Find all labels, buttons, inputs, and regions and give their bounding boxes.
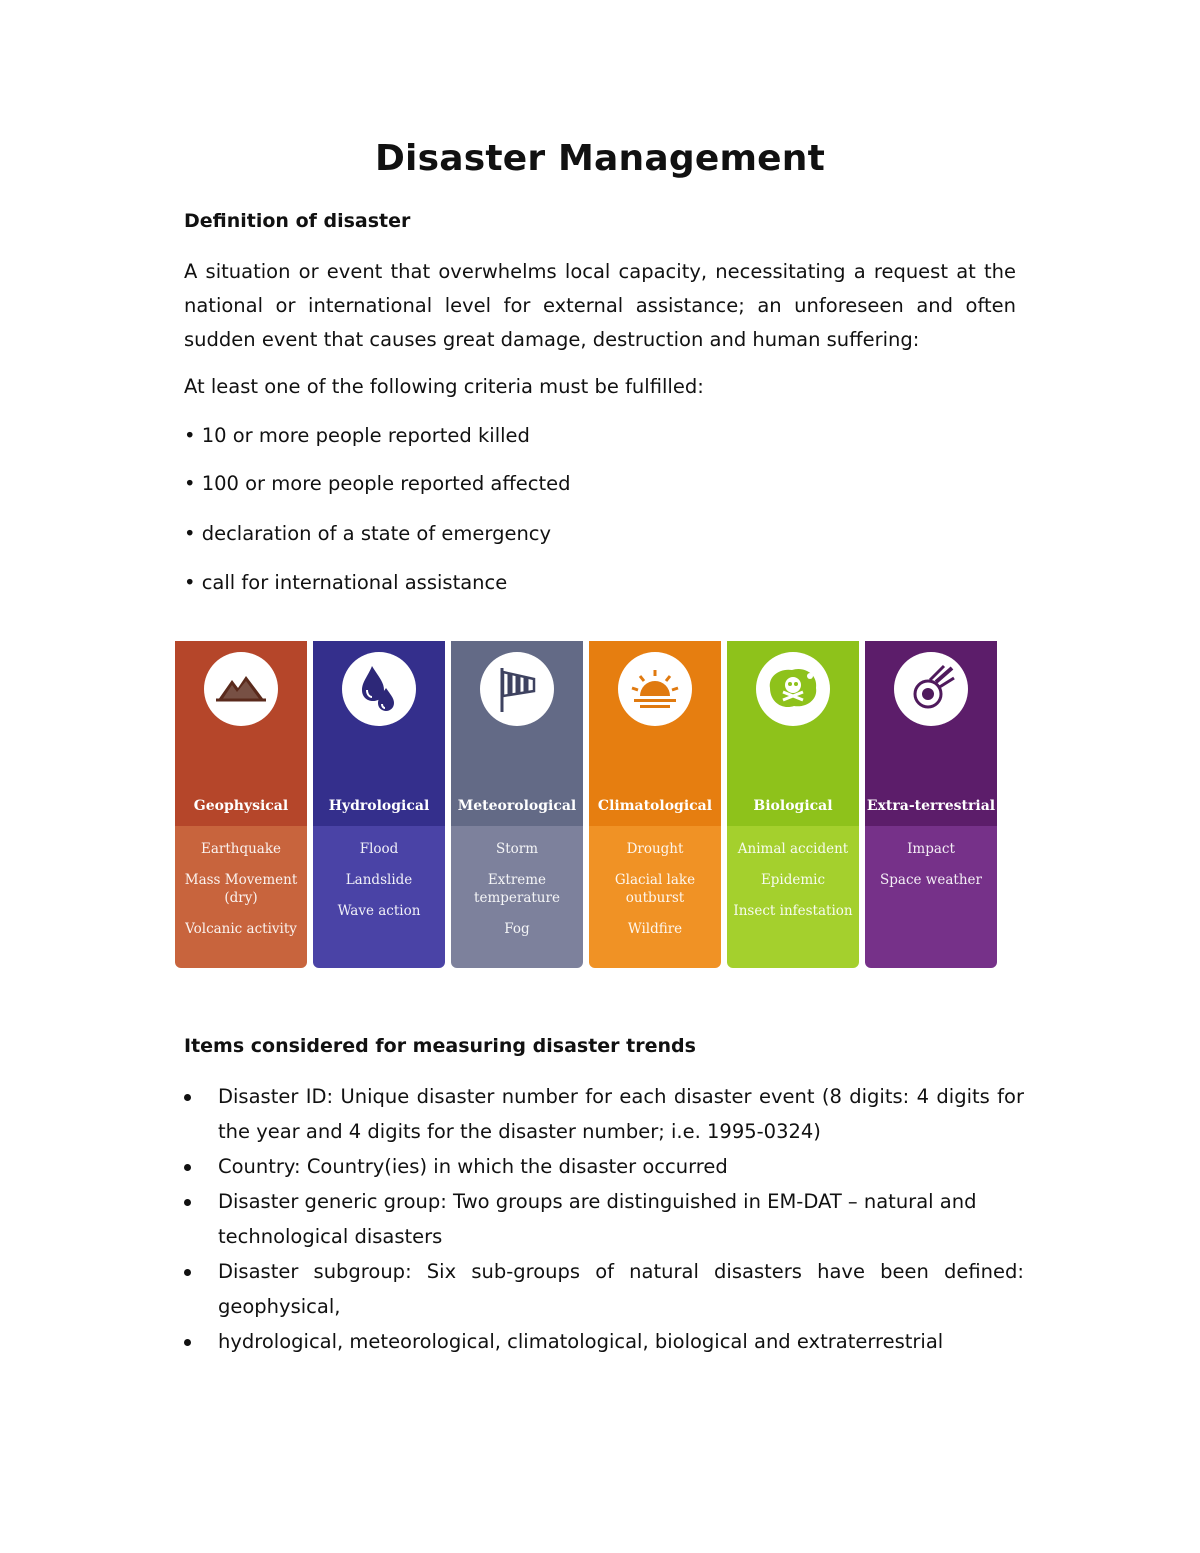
disaster-categories-infographic — [175, 641, 999, 970]
page-title: Disaster Management — [374, 138, 826, 179]
category-label: Extra-terrestrial — [866, 798, 996, 814]
hazard-item: Volcanic activity — [185, 921, 297, 937]
list-item: Country: Country(ies) in which the disaster occurred — [184, 1149, 1024, 1184]
category-header — [727, 641, 859, 786]
hazard-item: Wave action — [337, 903, 421, 919]
category-meteorological — [451, 641, 583, 970]
category-label: Biological — [753, 798, 833, 814]
mountain-icon — [204, 652, 278, 726]
hazard-item: Insect infestation — [733, 903, 853, 919]
bullet-icon — [184, 1094, 191, 1101]
criteria-item: • declaration of a state of emergency — [184, 522, 552, 545]
category-label: Climatological — [597, 798, 713, 814]
category-biological — [727, 641, 859, 970]
sunset-icon — [618, 652, 692, 726]
category-header — [313, 641, 445, 786]
category-header — [175, 641, 307, 786]
list-item: Disaster subgroup: Six sub-groups of natural disasters have been defined: geophysical, — [184, 1254, 1024, 1324]
category-extra-terrestrial — [865, 641, 997, 970]
list-item: Disaster generic group: Two groups are distinguished in EM-DAT – natural and technological disasters — [184, 1184, 1024, 1254]
meteor-icon — [894, 652, 968, 726]
category-header — [865, 641, 997, 786]
hazard-item: Animal accident — [737, 841, 849, 857]
criteria-item: • 10 or more people reported killed — [184, 424, 530, 447]
list-item: Disaster ID: Unique disaster number for each disaster event (8 digits: 4 digits for the year and 4 digits for the disaster number; i.e. 1995-0324) — [184, 1079, 1024, 1149]
category-label: Geophysical — [193, 798, 289, 814]
hazard-item: Space weather — [880, 872, 982, 888]
trends-heading: Items considered for measuring disaster trends — [184, 1035, 696, 1057]
hazard-item: Extreme temperature — [474, 872, 560, 906]
hazard-item: Glacial lake outburst — [614, 872, 696, 906]
skull-crossbones-icon — [756, 652, 830, 726]
criteria-intro: At least one of the following criteria must be fulfilled: — [184, 375, 704, 398]
hazard-item: Landslide — [345, 872, 413, 888]
category-hydrological — [313, 641, 445, 970]
category-climatological — [589, 641, 721, 970]
hazard-item: Storm — [495, 841, 539, 857]
category-header — [589, 641, 721, 786]
bullet-icon — [184, 1339, 191, 1346]
list-item: hydrological, meteorological, climatological, biological and extraterrestrial — [184, 1324, 1024, 1359]
hazard-item: Epidemic — [760, 872, 826, 888]
hazard-item: Earthquake — [200, 841, 282, 857]
hazard-item: Drought — [626, 841, 684, 857]
hazard-item: Flood — [359, 841, 399, 857]
bullet-icon — [184, 1269, 191, 1276]
bullet-icon — [184, 1199, 191, 1206]
criteria-item: • call for international assistance — [184, 571, 508, 594]
definition-heading: Definition of disaster — [184, 210, 411, 232]
hazard-item: Mass Movement (dry) — [184, 872, 298, 906]
category-geophysical — [175, 641, 307, 970]
hazard-item: Impact — [907, 841, 955, 857]
windsock-icon — [480, 652, 554, 726]
category-label: Meteorological — [457, 798, 577, 814]
definition-paragraph: A situation or event that overwhelms local capacity, necessitating a request at the national or international level for external assistance; an unforeseen and often sudden event that causes great damage, destruction and human suffering: — [184, 260, 1016, 351]
water-drops-icon — [342, 652, 416, 726]
criteria-item: • 100 or more people reported affected — [184, 472, 571, 495]
hazard-item: Wildfire — [627, 921, 683, 937]
hazard-item: Fog — [504, 921, 530, 937]
bullet-icon — [184, 1164, 191, 1171]
category-label: Hydrological — [328, 798, 430, 814]
category-header — [451, 641, 583, 786]
